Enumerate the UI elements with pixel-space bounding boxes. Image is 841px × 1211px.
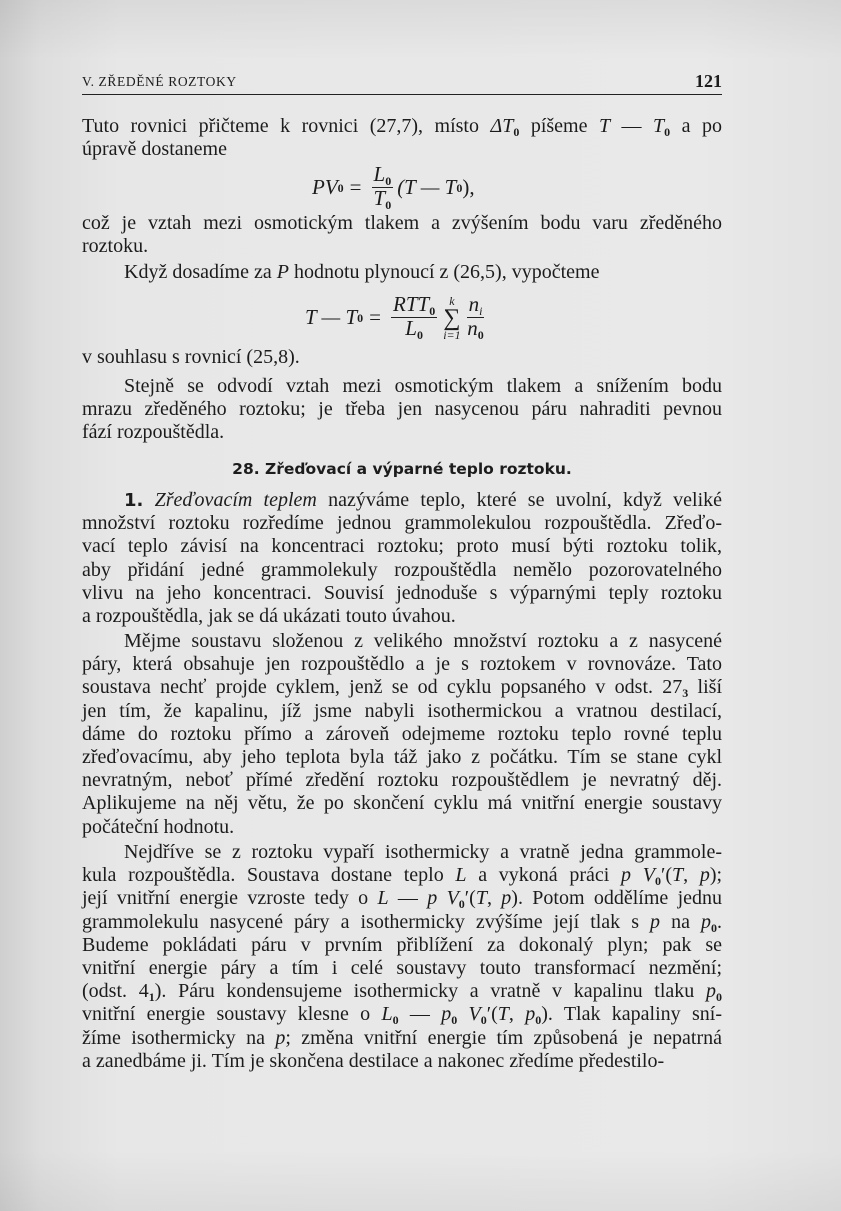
text-run: vnitřní energie páry a tím i celé soustavy touto transformací nezmění; <box>82 956 722 979</box>
text-run: aby přidání jedné grammolekuly rozpouštědla nemělo pozorovatelného <box>82 558 722 581</box>
page-number: 121 <box>695 71 722 91</box>
text-line <box>82 653 722 676</box>
text-run: vací teplo závisí na koncentraci roztoku; proto musí býti roztoku tolik, <box>82 535 722 558</box>
text-run: nevratným, neboť přímé zředění roztoku rozpouštědlem je nevratný děj. <box>82 769 722 792</box>
text-run: Mějme soustavu složenou z velikého množství roztoku a z nasycené <box>124 630 722 652</box>
subscript: 0 <box>711 920 717 935</box>
text-run: zřeďovacímu, aby jeho teplota byla táž jako z počátku. Tím se stane cykl <box>82 745 722 768</box>
paragraph <box>82 630 722 839</box>
text-line <box>82 911 722 934</box>
text-run: fází rozpouštědla. <box>82 421 225 444</box>
text-run: jen tím, že kapalinu, jíž jsme nabyli isothermickou a vratnou destilací, <box>82 699 722 722</box>
text-run: žíme isothermicky na <box>82 1026 276 1049</box>
text-run: úpravě dostaneme <box>82 138 227 161</box>
italic-run: p <box>706 980 716 1003</box>
text-line <box>82 1027 722 1050</box>
italic-run: L <box>455 864 467 887</box>
text-run: Když dosadíme za <box>124 261 277 283</box>
numerator <box>467 294 485 318</box>
eq-sign: = <box>369 305 381 329</box>
text-run: Aplikujeme na něj větu, že po skončení cyklu má vnitřní energie soustavy <box>82 792 722 815</box>
subscript: 0 <box>513 125 520 139</box>
italic-run: p <box>701 910 711 933</box>
subscript: 0 <box>451 1013 458 1028</box>
text-run: liší <box>688 676 723 699</box>
eq-term: (T — T <box>397 175 457 199</box>
subscript: 0 <box>480 1013 487 1028</box>
text-run: a vykoná práci <box>466 864 622 887</box>
subscript: 3 <box>682 686 689 701</box>
eq-subscript: 0 <box>416 328 423 342</box>
text-run: roztoku. <box>82 235 149 258</box>
chapter-title: V. ZŘEDĚNÉ ROZTOKY <box>82 74 237 89</box>
sum-lower-limit: i=1 <box>443 327 461 342</box>
text-run: , <box>683 864 700 887</box>
text-line <box>82 115 722 138</box>
text-run: ; změna vnitřní energie tím způsobená je nepatrná <box>285 1026 722 1049</box>
text-run: grammolekulu nasycené páry a isothermicky zvýšíme její tlak s <box>82 910 651 933</box>
paragraph <box>82 841 722 1073</box>
subscript: 0 <box>458 897 465 912</box>
text-line <box>82 261 722 284</box>
text-run: Nejdříve se z roztoku vypaří isothermicky a vratně jedna grammole- <box>124 841 722 863</box>
italic-run: ΔT <box>490 115 514 137</box>
italic-run: p <box>699 864 710 887</box>
text-run: . <box>717 910 722 933</box>
italic-run: T <box>497 1003 509 1026</box>
fraction <box>391 294 437 341</box>
italic-run: L <box>381 1003 393 1026</box>
text-run: ). Tlak kapaliny sní- <box>541 1003 722 1026</box>
text-line <box>82 346 722 369</box>
text-run: hodnotu plynoucí z (26,5), vypočteme <box>288 261 600 283</box>
italic-run: p <box>441 1003 452 1026</box>
text-run: a rozpouštědla, jak se dá ukázati touto úvahou. <box>82 604 456 627</box>
text-line <box>82 769 722 792</box>
text-run: Budeme pokládati páru v prvním přiblížení za dokonalý plyn; pak se <box>82 933 722 956</box>
subscript: 1 <box>148 990 155 1005</box>
eq-subscript: 0 <box>477 328 484 342</box>
text-run: kula rozpouštědla. Soustava dostane teplo <box>82 864 456 887</box>
text-line <box>82 792 722 815</box>
running-head <box>82 72 722 95</box>
text-run: páry, která obsahuje jen rozpouštědlo a je s roztokem v rovnováze. Tato <box>82 653 722 676</box>
denominator <box>374 188 392 211</box>
text-run: Tuto rovnici přičteme k rovnici (27,7), místo <box>82 115 491 137</box>
text-run: ). Páru kondensujeme isothermicky a vratně v kapalinu tlaku <box>154 980 706 1003</box>
text-line <box>82 676 722 699</box>
eq-subscript: 0 <box>385 198 392 212</box>
italic-run: T <box>671 864 684 887</box>
fraction <box>372 164 394 211</box>
text-line <box>82 582 722 605</box>
subscript: 0 <box>654 874 661 889</box>
text-line <box>82 605 722 628</box>
text-run: a po <box>670 115 723 137</box>
denominator <box>405 318 423 341</box>
eq-subscript: 0 <box>357 310 364 325</box>
italic-run: p V <box>427 887 459 910</box>
subscript: 0 <box>664 125 671 139</box>
italic-run: L <box>377 887 389 910</box>
text-line <box>82 700 722 723</box>
subscript: 0 <box>392 1013 399 1028</box>
equation-2 <box>305 294 488 341</box>
eq-subscript: i <box>479 304 483 318</box>
eq-term: L <box>373 162 386 186</box>
italic-run: p <box>501 887 512 910</box>
text-line <box>82 723 722 746</box>
text-line <box>82 957 722 980</box>
text-line <box>82 559 722 582</box>
text-line <box>82 375 722 398</box>
text-line <box>82 816 722 839</box>
text-run: — <box>398 1003 442 1026</box>
text-line <box>82 138 722 161</box>
text-run: ). Potom oddělíme jednu <box>511 887 723 910</box>
italic-run: Zřeďovacím teplem <box>154 489 317 511</box>
eq-term: T — T <box>305 305 358 329</box>
paragraph <box>82 115 722 161</box>
equation-1 <box>312 164 475 211</box>
section-heading: 28. Zřeďovací a výparné teplo roztoku. <box>232 460 572 478</box>
text-line <box>82 421 722 444</box>
paragraph <box>82 212 722 258</box>
text-run: mrazu zředěného roztoku; je třeba jen nasycenou páru nahraditi pevnou <box>82 398 722 421</box>
italic-run: T <box>653 115 665 137</box>
eq-term: PV <box>312 175 338 199</box>
italic-run: P <box>276 261 289 283</box>
text-line <box>82 212 722 235</box>
text-run: ); <box>709 864 723 887</box>
text-run: počáteční hodnotu. <box>82 815 235 838</box>
text-run: píšeme <box>519 115 599 137</box>
text-line <box>82 934 722 957</box>
text-run: na <box>660 910 701 933</box>
paragraph <box>82 375 722 445</box>
italic-run: p <box>525 1003 536 1026</box>
text-run: ′( <box>486 1003 498 1026</box>
text-run: — <box>388 887 428 910</box>
text-run <box>143 489 154 511</box>
text-line <box>82 512 722 535</box>
sigma-symbol: ∑ <box>443 304 461 331</box>
eq-sign: = <box>349 175 362 199</box>
paragraph <box>82 261 722 284</box>
eq-subscript: 0 <box>456 180 463 195</box>
text-line <box>82 630 722 653</box>
italic-run: p <box>275 1026 286 1049</box>
text-run <box>457 1003 468 1025</box>
text-run: což je vztah mezi osmotickým tlakem a zvýšením bodu varu zředěného <box>82 212 722 234</box>
eq-term: RTT <box>393 292 430 316</box>
italic-run: V <box>468 1003 481 1026</box>
numerator <box>372 164 394 188</box>
text-run: dáme do roztoku přímo a zároveň odejmeme roztoku teplo rovné teplu <box>82 722 722 745</box>
text-line <box>82 1050 722 1073</box>
eq-subscript: 0 <box>337 180 344 195</box>
text-line <box>82 489 722 512</box>
text-run: ′( <box>660 864 672 887</box>
text-run: — <box>610 115 654 137</box>
eq-term: n <box>468 292 480 316</box>
eq-term: L <box>405 316 417 340</box>
item-number: 1. <box>124 490 144 511</box>
text-run: soustava nechť projde cyklem, jenž se od cyklu popsaného v odst. 27 <box>82 676 683 699</box>
text-run: (odst. 4 <box>82 980 149 1003</box>
subscript: 0 <box>535 1013 542 1028</box>
text-run: , <box>486 887 502 910</box>
italic-run: T <box>475 887 487 910</box>
eq-subscript: 0 <box>385 174 392 188</box>
text-run: ′( <box>464 887 476 910</box>
sum-upper-limit: k <box>449 293 455 308</box>
text-run: nazýváme teplo, které se uvolní, když veliké <box>316 489 723 511</box>
italic-run: p V <box>621 864 655 887</box>
summation <box>443 295 460 341</box>
text-line <box>82 535 722 558</box>
text-run: množství roztoku rozředíme jednou grammolekulou rozpouštědla. Zřeďo- <box>82 512 722 535</box>
text-run: vlivu na jeho koncentraci. Souvisí jednoduše s výparnými teply roztoku <box>82 581 722 604</box>
text-line <box>82 887 722 910</box>
text-run: v souhlasu s rovnicí (25,8). <box>82 346 300 368</box>
eq-term: ), <box>462 175 475 199</box>
text-line <box>82 980 722 1003</box>
text-line <box>82 746 722 769</box>
text-line <box>82 398 722 421</box>
italic-run: p <box>650 910 661 933</box>
eq-subscript: 0 <box>429 304 436 318</box>
text-run: Stejně se odvodí vztah mezi osmotickým tlakem a snížením bodu <box>124 375 722 397</box>
text-run: , <box>508 1003 526 1026</box>
eq-term: n <box>467 316 478 340</box>
paragraph <box>82 489 722 628</box>
text-line <box>82 1003 722 1026</box>
text-run: a zanedbáme ji. Tím je skončena destilace a nakonec zředíme předestilo- <box>82 1049 665 1072</box>
text-line <box>82 864 722 887</box>
numerator <box>391 294 437 318</box>
fraction <box>467 294 485 341</box>
eq-term: T <box>373 186 386 210</box>
subscript: 0 <box>716 990 722 1005</box>
text-line <box>82 235 722 258</box>
text-run: vnitřní energie soustavy klesne o <box>82 1003 382 1026</box>
text-line <box>82 841 722 864</box>
italic-run: T <box>598 115 611 137</box>
text-run: její vnitřní energie vzroste tedy o <box>82 887 378 910</box>
paragraph <box>82 346 722 369</box>
denominator <box>467 318 484 341</box>
